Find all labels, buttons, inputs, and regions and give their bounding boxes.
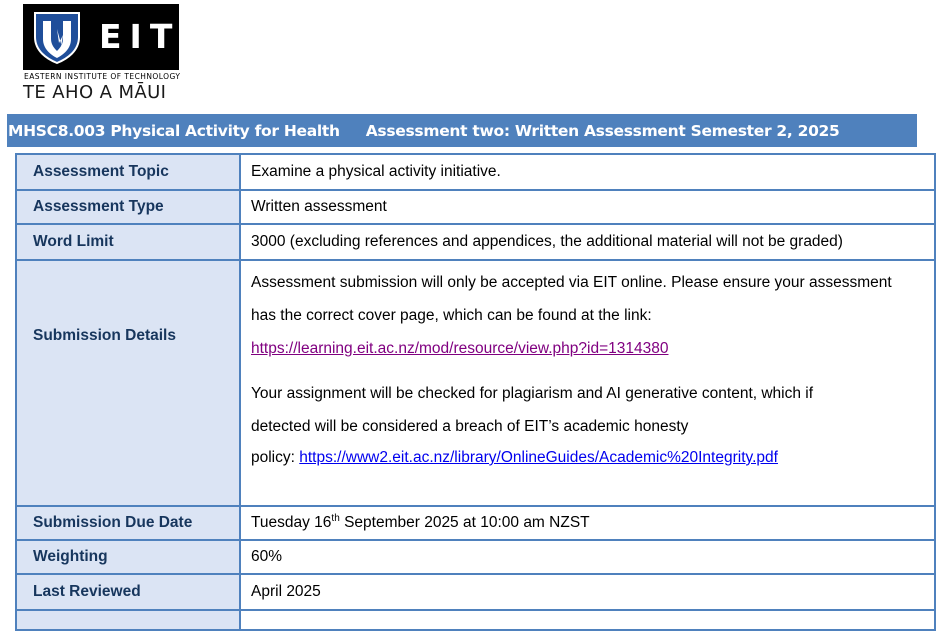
due-date-label: Submission Due Date	[11, 506, 240, 540]
eit-logo	[23, 4, 183, 104]
word-limit-label: Word Limit	[11, 224, 240, 260]
shield-icon	[29, 9, 85, 65]
next-row-label	[11, 610, 240, 630]
cover-page-link[interactable]: https://learning.eit.ac.nz/mod/resource/view.php?id=1314380	[251, 340, 669, 357]
logo-maori-name: TE AHO A MĀUI	[23, 82, 167, 103]
due-date-rest: September 2025 at 10:00 am NZST	[339, 514, 590, 531]
logo-subtitle: EASTERN INSTITUTE OF TECHNOLOGY	[24, 72, 181, 81]
table-row	[11, 260, 935, 506]
next-row-value	[240, 610, 935, 630]
assessment-title: Assessment two: Written Assessment Semester 2, 2025	[365, 121, 840, 140]
last-reviewed-label: Last Reviewed	[11, 574, 240, 610]
logo-letters: EIT	[99, 17, 181, 56]
assessment-info-table	[7, 153, 936, 631]
course-title: MHSC8.003 Physical Activity for Health	[8, 121, 340, 140]
submission-details	[240, 260, 935, 506]
academic-integrity-link[interactable]: https://www2.eit.ac.nz/library/OnlineGuides/Academic%20Integrity.pdf	[299, 449, 778, 466]
type-value: Written assessment	[240, 190, 935, 224]
topic-value: Examine a physical activity initiative.	[240, 154, 935, 190]
table-row	[11, 224, 935, 260]
due-date-ordinal: th	[331, 512, 340, 524]
submission-label: Submission Details	[11, 260, 240, 506]
topic-label: Assessment Topic	[11, 154, 240, 190]
table-row	[11, 540, 935, 574]
last-reviewed-value: April 2025	[240, 574, 935, 610]
submission-line3: Your assignment will be checked for plagiarism and AI generative content, which if	[251, 385, 814, 402]
table-row	[11, 190, 935, 224]
submission-line2: has the correct cover page, which can be found at the link:	[251, 307, 652, 324]
word-limit-value: 3000 (excluding references and appendices, the additional material will not be graded)	[240, 224, 935, 260]
table-row	[11, 506, 935, 540]
table-row	[11, 610, 935, 630]
type-label: Assessment Type	[11, 190, 240, 224]
submission-line1: Assessment submission will only be accepted via EIT online. Please ensure your assessment	[251, 274, 892, 291]
due-date-value	[240, 506, 935, 540]
weighting-value: 60%	[240, 540, 935, 574]
submission-line4: detected will be considered a breach of EIT’s academic honesty	[251, 418, 689, 435]
logo-black-box	[23, 4, 179, 70]
table-row	[11, 154, 935, 190]
weighting-label: Weighting	[11, 540, 240, 574]
due-date-day: Tuesday 16	[251, 514, 332, 531]
table-row	[11, 574, 935, 610]
course-title-bar	[7, 114, 917, 147]
policy-prefix: policy:	[251, 449, 300, 466]
